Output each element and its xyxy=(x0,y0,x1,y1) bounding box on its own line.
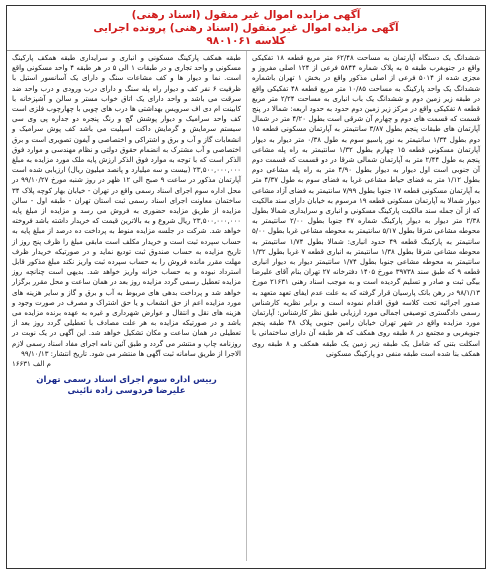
notice-title-primary: آگهی مزایده اموال غیر منقول (اسناد رهنی) xyxy=(131,9,361,21)
notice-page xyxy=(6,5,486,569)
notice-body xyxy=(7,51,485,561)
notice-title-secondary: آگهی مزایده اموال غیر منقول (اسناد رهنی) پرونده اجرایی xyxy=(93,22,399,34)
body-column-left xyxy=(7,51,246,561)
notice-header xyxy=(7,6,485,51)
publish-code: م الف ۱۶۶۳۱ xyxy=(12,360,51,369)
body-text-right: ششدانگ یک دستگاه آپارتمان به مساحت ۶۲/۴۸ متر مربع قطعه ۱۸ تفکیکی واقع در جنوبغرب طبقه ۵ به پلاک شماره ۵۸۴۴ فرعی از ۱۲۴ اصلی مفروز و مجزی شده از ۵۰۱۴ فرعی از اصلی مذکور واقع در بخش ۱ تهران باشماره ششدانگ یک واحد پارکینگ به مساحت ۱۰/۸۵ متر مربع قطعه ۴۸ تفکیکی واقع در طبقه زیر زمین دوم و ششدانگ یک باب انباری به مساحت ۲/۲۴ متر مربع قطعه ۸ تفکیکی واقع در مرکز زیر زمین دوم حدود به حدود اربعه: شمالا در پنج قسمت که قسمت های دوم و چهارم آن شرقی است بطول ۴/۲۰ متر در شمال آپارتمان های طبقات پنجم بطول ۳/۸۷ سانتیمتر به آپارتمان مسکونی قطعه ۱۵ دوم بطول ۱/۳۴ سانتیمتر به نور پاسیو سوم به طول ۰/۳۸ متر دیوار به دیوار آپارتمان مسکونی قطعه ۱۵ چهارم بطول ۱/۳۲ سانتیمتر به راه پله مشاعی پنجم به طول ۲/۴۴ متر به آپارتمان شمالی شرقا در دو قسمت که قسمت دوم آن جنوبی است اول دیوار به دیوار بطول ۴/۹۰ متر به راه پله مشاعی دوم بطول ۱/۱۲ متر به فضای حیاط مشاعی غربا به فضای سوم به طول ۴/۳۷ متر به آپارتمان مسکونی قطعه ۱۷ جنوبا بطول ۷/۹۹ سانتیمتر به فضای آزاد مشاعی دیوار شمالا به آپارتمان مسکونی قطعه ۱۹ مرسوم به خیابان دارای سند مالکیت که از آن جمله سند مالکیت پارکینگ مسکونی و انباری و سرایداری شمالا بطول ۲/۳۸ متر دیوار به دیوار پارکینگ شماره ۴۷ جنوبا بطول ۲/۰۰ سانتیمتر به محوطه مشاعی شرقا بطول ۵/۱۷ سانتیمتر به محوطه مشاعی غربا بطول ۵/۰۰ سانتیمتر به پارکینگ قطعه ۴۹ حدود انباری: شمالا بطول ۱/۷۴ سانتیمتر به محوطه مشاعی شرقا بطول ۱/۳۸ سانتیمتر به انباری قطعه ۷ غربا بطول ۱/۳۲ سانتیمتر به محوطه مشاعی جنوبا بطول ۱/۷۴ سانتیمتر دیوار به دیوار انباری قطعه ۹ که طبق سند ۳۹۷۳۸ مورخ ۱۴۰۵ دفترخانه ۲۷ تهران بنام آقای علیرضا بیگی ثبت و صادر و تسلیم گردیده است و به موجب اسناد رهنی ۲۱۶۳۱ مورخ ۹۸/۱/۱۳ در رهن بانک پارسیان قرار گرفته که به علت عدم ایفای تعهد متعهد به صدور اجرائیه تحت کلاسه فوق اقدام نموده است و برابر نظریه کارشناس رسمی دادگستری توصیفی اجمالی مورد ارزیابی طبق نظر کارشناس: آپارتمان مورد مزایده واقع در شهر تهران خیابان رامین جنوبی پلاک ۴۸ طبقه پنجم جنوبغربی و مجتمع در ۸ طبقه روی همکف که هر طبقه آن دارای ساختمانی با اسکلت بتنی که شامل یک طبقه زیر زمین یک طبقه همکف و ۸ طبقه روی همکف بنا شده است طبقه منفی دو پارکینگ مسکونی xyxy=(252,54,481,358)
case-number: کلاسه ۹۸۰۱۰۶۱ xyxy=(206,35,286,47)
body-column-right xyxy=(246,51,485,561)
signature-name: علیرضا فردوسی زاده نائینی xyxy=(67,386,186,397)
body-text-left: طبقه همکف پارکینگ مسکونی و انباری و سرایداری طبقه همکف پارکینگ مسکونی و واحد تجاری و در طبقات ۱ الی ۵ در هر طبقه ۴ واحد مسکونی واقع است. نما و دیوار ها و کف مشاعات سنگ و دارای یک آسانسور استیل با ظرفیت ۶ نفر کف و دیوار راه پله سنگ و دارای درب ورودی و درب واحد ضد سرقت می باشد و واحد دارای یک اتاق خواب مستر و سالن و آشپزخانه با کابینت ام دی اف سرویس بهداشتی ها درب های چوبی با چهارچوب فلزی است کف واحد سرامیک و دیوار پوشش گچ و رنگ پنجره دو جداره پی وی سی سیستم سرمایش و گرمایش داکت اسپلیت می باشد کف پوش سرامیک و انشعابات گاز و آب و برق و اشتراکی و اختصاصی و آیفون تصویری است و برق اختصاصی و آب مشترک به انضمام حقوق دولتی و نظام مهندسی و موارد فوق الذکر است که با توجه به موارد فوق الذکر ارزش پایه ملک مورد مزایده به مبلغ ۲۳,۵۰۰,۰۰۰,۰۰۰ (بیست و سه میلیارد و پانصد میلیون ریال) ارزیابی شده است آپارتمان مذکور در ساعت ۹ صبح الی ۱۲ ظهر در روز شنبه مورخ ۹۹/۱۰/۲۷ در محل اداره سوم اجرای اسناد رسمی واقع در تهران - خیابان بهار کوچه پلاک ۳۴ ساختمان معاونت اجرای اسناد رسمی ثبت استان تهران - طبقه اول - سالن مزایده از طریق مزایده حضوری به فروش می رسد و مزایده از مبلغ پایه ۲۳,۵۰۰,۰۰۰,۰۰۰ ریال شروع و به بالاترین قیمت که خریدار داشته باشد فروخته خواهد شد. شرکت در جلسه مزایده منوط به پرداخت ده درصد از مبلغ پایه به حساب سپرده ثبت است و خریدار مکلف است مابقی مبلغ را ظرف پنج روز از تاریخ مزایده به حساب صندوق ثبت تودیع نماید و در صورتیکه خریدار ظرف مهلت مقرر مانده فروش را به حساب سپرده ثبت واریز نکند مبلغ مذکور قابل استرداد نبوده و به حساب خزانه واریز خواهد شد. بدیهی است چنانچه روز مزایده تعطیل رسمی گردد مزایده روز بعد در همان ساعت و محل مقرر برگزار خواهد شد و پرداخت بدهی های مربوط به آب و برق و گاز و سایر هزینه های مورد مزایده اعم از حق انشعاب و یا حق اشتراک و مصرف در صورت وجود و هزینه های نقل و انتقال و عوارض شهرداری و غیره به عهده برنده مزایده می باشد و در صورتیکه مزایده به هر علت مصادف با تعطیلی گردد روز بعد از تعطیلی در همان ساعت و مکان تشکیل خواهد شد. این آگهی در یک نوبت در روزنامه چاپ و منتشر می گردد و طبق آئین نامه اجرای مفاد اسناد رسمی لازم الاجرا از طریق سامانه ثبت آگهی ها منتشر می شود. تاریخ انتشار: ۹۹/۱۰/۱۳ xyxy=(12,54,241,358)
signature-block xyxy=(12,375,241,397)
signature-title: رییس اداره سوم اجرای اسناد رسمی تهران xyxy=(36,375,217,386)
